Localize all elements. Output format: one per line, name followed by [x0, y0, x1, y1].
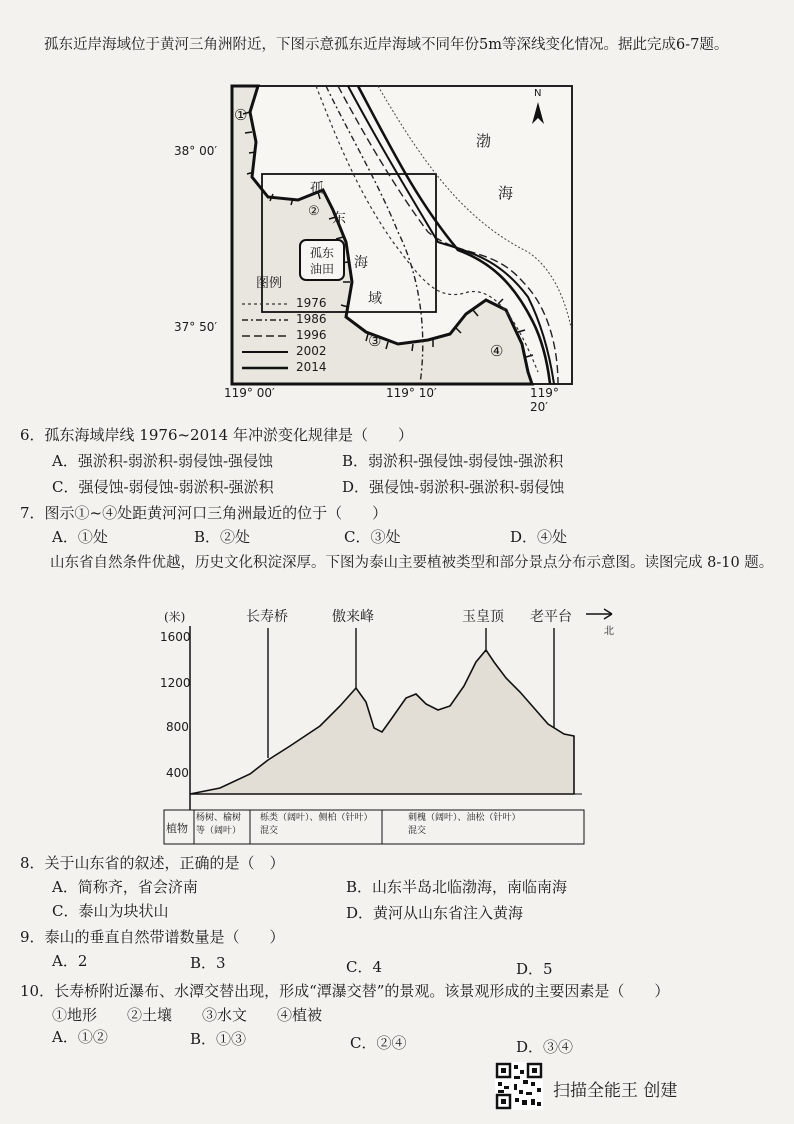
profile-svg	[160, 598, 620, 848]
y-tick-1200: 1200	[160, 676, 191, 690]
q6-option-b[interactable]: B．弱淤积-强侵蚀-弱侵蚀-强淤积	[342, 452, 564, 470]
legend-label-2002: 2002	[296, 344, 327, 358]
q9-option-b[interactable]: B．3	[190, 954, 226, 972]
veg-zone-1: 杨树、榆树等（阔叶）	[196, 813, 242, 836]
landmark-changshouqiao: 长寿桥	[246, 609, 288, 625]
q6-option-a[interactable]: A．强淤积-弱淤积-弱侵蚀-强侵蚀	[52, 452, 274, 470]
scanner-brand-label: 扫描全能王 创建	[553, 1081, 678, 1101]
q9-option-a[interactable]: A．2	[52, 952, 88, 970]
q7-option-a[interactable]: A．①处	[52, 528, 108, 546]
veg-zone-3: 刺槐（阔叶）、油松（针叶）混交	[408, 813, 517, 836]
terrain-profile	[190, 650, 574, 794]
landmark-aolaifeng: 傲来峰	[332, 609, 374, 625]
q6-option-c[interactable]: C．强侵蚀-弱侵蚀-弱淤积-强淤积	[52, 478, 274, 496]
area-char-4: 域	[368, 291, 382, 307]
legend-label-1986: 1986	[296, 312, 327, 326]
lon-label-11920: 119° 20′	[530, 386, 559, 414]
lat-label-3750: 37° 50′	[174, 320, 218, 334]
question-9-stem: 9．泰山的垂直自然带谱数量是（ ）	[20, 928, 285, 946]
q8-option-d[interactable]: D．黄河从山东省注入黄海	[346, 904, 524, 922]
legend-label-1996: 1996	[296, 328, 327, 342]
q8-option-a[interactable]: A．简称齐，省会济南	[52, 878, 198, 896]
q8-option-c[interactable]: C．泰山为块状山	[52, 902, 169, 920]
q7-option-c[interactable]: C．③处	[344, 528, 401, 546]
q10-option-c[interactable]: C．②④	[350, 1034, 407, 1052]
lon-label-11900: 119° 00′	[224, 386, 275, 400]
q10-option-d[interactable]: D．③④	[516, 1038, 574, 1056]
intro-paragraph-2: 山东省自然条件优越，历史文化积淀深厚。下图为泰山主要植被类型和部分景点分布示意图。读图完成 8-10 题。	[50, 555, 774, 571]
question-8-stem: 8．关于山东省的叙述，正确的是（ ）	[20, 854, 285, 872]
marker-3: ③	[368, 332, 382, 350]
sea-label-hai: 海	[498, 184, 514, 202]
lon-label-11910: 119° 10′	[386, 386, 437, 400]
area-char-1: 孤	[310, 181, 324, 197]
legend-label-1976: 1976	[296, 296, 327, 310]
q7-option-d[interactable]: D．④处	[510, 528, 568, 546]
q6-option-d[interactable]: D．强侵蚀-弱淤积-强淤积-弱侵蚀	[342, 478, 565, 496]
lat-label-38: 38° 00′	[174, 144, 218, 158]
question-10-stem: 10．长寿桥附近瀑布、水潭交替出现，形成“潭瀑交替”的景观。该景观形成的主要因素是（ ）	[20, 982, 670, 1000]
legend-label-2014: 2014	[296, 360, 327, 374]
oilfield-label-2: 油田	[310, 262, 335, 276]
area-char-2: 东	[332, 211, 346, 227]
oilfield-label-1: 孤东	[310, 246, 335, 260]
intro-paragraph-1: 孤东近岸海域位于黄河三角洲附近，下图示意孤东近岸海域不同年份5m等深线变化情况。据此完成6-7题。	[44, 37, 729, 53]
y-tick-800: 800	[166, 720, 189, 734]
q10-items: ①地形 ②土壤 ③水文 ④植被	[52, 1006, 323, 1024]
map-svg	[228, 82, 578, 402]
q7-option-b[interactable]: B．②处	[194, 528, 251, 546]
veg-zone-2: 栎类（阔叶）、侧柏（针叶）混交	[260, 813, 369, 836]
direction-label: 北	[604, 626, 614, 637]
landmark-yuhuangding: 玉皇顶	[462, 609, 504, 625]
y-axis-unit: (米)	[164, 610, 186, 624]
q9-option-c[interactable]: C．4	[346, 958, 383, 976]
marker-4: ④	[490, 342, 504, 360]
north-label: N	[534, 88, 542, 99]
y-tick-1600: 1600	[160, 630, 191, 644]
question-6-stem: 6．孤东海域岸线 1976~2014 年冲淤变化规律是（ ）	[20, 426, 413, 444]
marker-1: ①	[234, 106, 248, 124]
taishan-profile-chart	[160, 598, 620, 848]
legend-title: 图例	[256, 276, 283, 291]
landmark-laopingtai: 老平台	[530, 609, 572, 625]
q9-option-d[interactable]: D．5	[516, 960, 553, 978]
area-char-3: 海	[354, 255, 368, 271]
sea-label-bo: 渤	[476, 132, 492, 150]
vegetation-header: 植物	[166, 822, 188, 835]
q10-option-b[interactable]: B．①③	[190, 1030, 247, 1048]
depth-contour-map	[174, 82, 578, 414]
question-7-stem: 7．图示①~④处距黄河河口三角洲最近的位于（ ）	[20, 504, 388, 522]
y-tick-400: 400	[166, 766, 189, 780]
marker-2: ②	[308, 204, 320, 219]
q10-option-a[interactable]: A．①②	[52, 1028, 108, 1046]
qr-code-icon	[495, 1062, 543, 1110]
q8-option-b[interactable]: B．山东半岛北临渤海，南临南海	[346, 878, 568, 896]
